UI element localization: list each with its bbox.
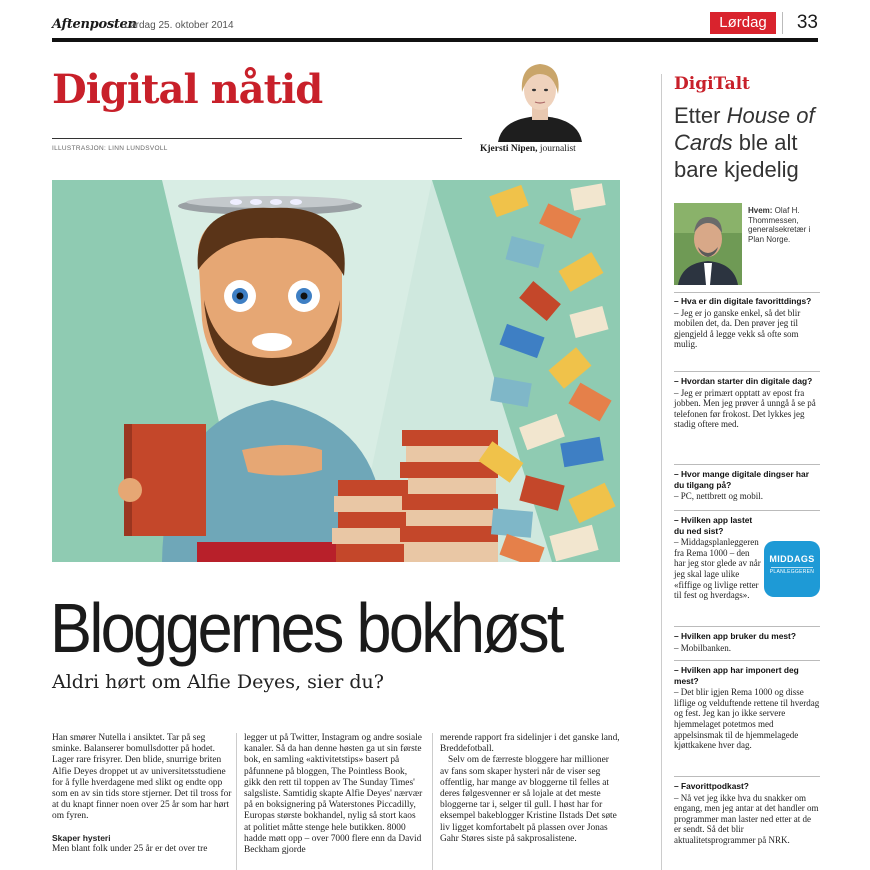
article-paragraph: Men blant folk under 25 år er det over tre [52,843,208,854]
qa-answer: – PC, nettbrett og mobil. [674,491,763,502]
qa-item [674,665,820,751]
sidebar-headline-italic: House of Cards [674,103,815,155]
qa-question: – Hva er din digitale favorittdings? [674,296,812,306]
article-column-2 [244,733,424,856]
qa-question: – Hvilken app har imponert deg mest? [674,665,799,686]
app-icon-line-1: MIDDAGS [769,554,815,564]
app-icon-line-2: PLANLEGGEREN [769,569,815,575]
qa-question: – Hvilken app bruker du mest? [674,631,796,641]
article-subheadline: Aldri hørt om Alfie Deyes, sier du? [52,671,384,693]
qa-question: – Hvilken app lastet du ned sist? [674,515,753,536]
qa-answer: – Mobilbanken. [674,642,731,653]
qa-answer: – Jeg er primært opptatt av epost fra jobben. Men jeg prøver å unngå å se på telefonen før frokost. Det lykkes jeg stadig oftere med. [674,387,816,430]
column-divider [236,733,237,870]
qa-divider [674,626,820,627]
qa-answer: – Middagsplanleggeren fra Rema 1000 – den har jeg stor glede av når jeg skal lage ulike «fiffige og livlige retter til fest og hverdags». [674,537,761,601]
qa-answer: – Nå vet jeg ikke hva du snakker om engang, men jeg antar at det handler om programmer man laster ned etter at de er sendt. Så det blir aktualitetsprogrammer på NRK. [674,792,819,845]
title-rule [52,138,462,139]
qa-divider [674,292,820,293]
qa-question: – Favorittpodkast? [674,781,749,791]
article-paragraph: merende rapport fra sidelinjer i det ganske land, Breddefotball. [440,733,620,755]
newspaper-logo: Aftenposten [52,17,137,32]
article-subheading: Skaper hysteri [52,832,111,843]
qa-answer: – Jeg er jo ganske enkel, så det blir mobilen det, da. Den prøver jeg til gjengjeld å legge vekk så ofte som mulig. [674,307,801,350]
article-paragraph: legger ut på Twitter, Instagram og andre sosiale kanaler. Så da han denne høsten ga ut sin første bok, en samling «aktivitetstips» basert på påfunnene på bloggen, The Pointless Book, gikk den rett til toppen av The Sunday Times' salgsliste. Samtidig skapte Alfie Deyes' nærvær på en boksignering på Waterstones Piccadilly, Europas største bokhandel, nylig så stort kaos at politiet måtte stenge hele butikken. 8000 hadde møtt opp – over 7000 flere enn da David Beckham gjorde [244,733,423,856]
illustration-credit: ILLUSTRASJON: LINN LUNDSVOLL [52,145,168,152]
masthead-rule [52,38,818,42]
author-photo [492,58,588,142]
qa-item [674,376,820,430]
interviewee-label: Hvem: [748,206,773,215]
author-byline [480,144,576,154]
interviewee-photo [674,203,742,285]
qa-divider [674,510,820,511]
qa-item [674,631,820,653]
author-role: journalist [537,144,576,154]
sidebar-headline-part: ble alt bare kjedelig [674,130,799,182]
qa-item [674,781,820,846]
qa-divider [674,660,820,661]
qa-divider [674,371,820,372]
article-headline: Bloggernes bokhøst [50,589,562,667]
section-title: Digital nåtid [52,66,323,113]
sidebar-title: DigiTalt [674,74,750,94]
middagsplanleggeren-app-icon [764,541,820,597]
qa-item [674,515,762,601]
qa-question: – Hvor mange digitale dingser har du tilgang på? [674,469,809,490]
article-column-1 [52,733,232,855]
qa-divider [674,776,820,777]
article-column-3 [440,733,620,845]
section-tag: Lørdag [710,12,776,34]
qa-item [674,296,820,350]
sidebar-headline [674,102,824,183]
article-paragraph: Selv om de færreste bloggere har millioner av fans som skaper hysteri når de viser seg offentlig, har mange av bloggerne til felles at deres følgesvenner er så lojale at det meste bloggerne tar i, selger til gull. I høst har for eksempel bakeblogger Kristine Ilstads Det søte liv ligget komfortabelt på plassen over Jonas Gahr Støres siste på sakprosalistene. [440,755,617,844]
app-icon-rule [771,567,813,568]
qa-answer: – Det blir igjen Rema 1000 og disse liflige og velduftende rettene til hverdag og fest. Jeg kan jo ikke servere hjemmelaget potetmos med appelsinsmak til de hjemmelagede kjøttkakene hver dag. [674,687,820,751]
page-number: 33 [782,12,818,34]
sidebar-divider [661,74,662,870]
qa-item [674,469,820,502]
column-divider [432,733,433,870]
qa-divider [674,464,820,465]
interviewee-info [748,206,820,244]
author-name: Kjersti Nipen, [480,144,538,154]
sidebar-headline-part: Etter [674,103,727,128]
article-paragraph: Han smører Nutella i ansiktet. Tar på seg sminke. Balanserer bomullsdotter på hodet. Lager rare frisyrer. Den blide, snurrige briten Alfie Deyes droppet ut av universitetsstudiene for å fylle hverdagene med slikt og endte opp som en av sin tids store stjerner. Det til tross for at du knapt finner noen over 25 år som har hørt om fyren. [52,733,232,822]
issue-date: Lørdag 25. oktober 2014 [124,20,234,31]
article-illustration [52,180,620,562]
interviewee-text: Olaf H. Thommessen, generalsekretær i Plan Norge. [748,206,811,244]
qa-question: – Hvordan starter din digitale dag? [674,376,813,386]
